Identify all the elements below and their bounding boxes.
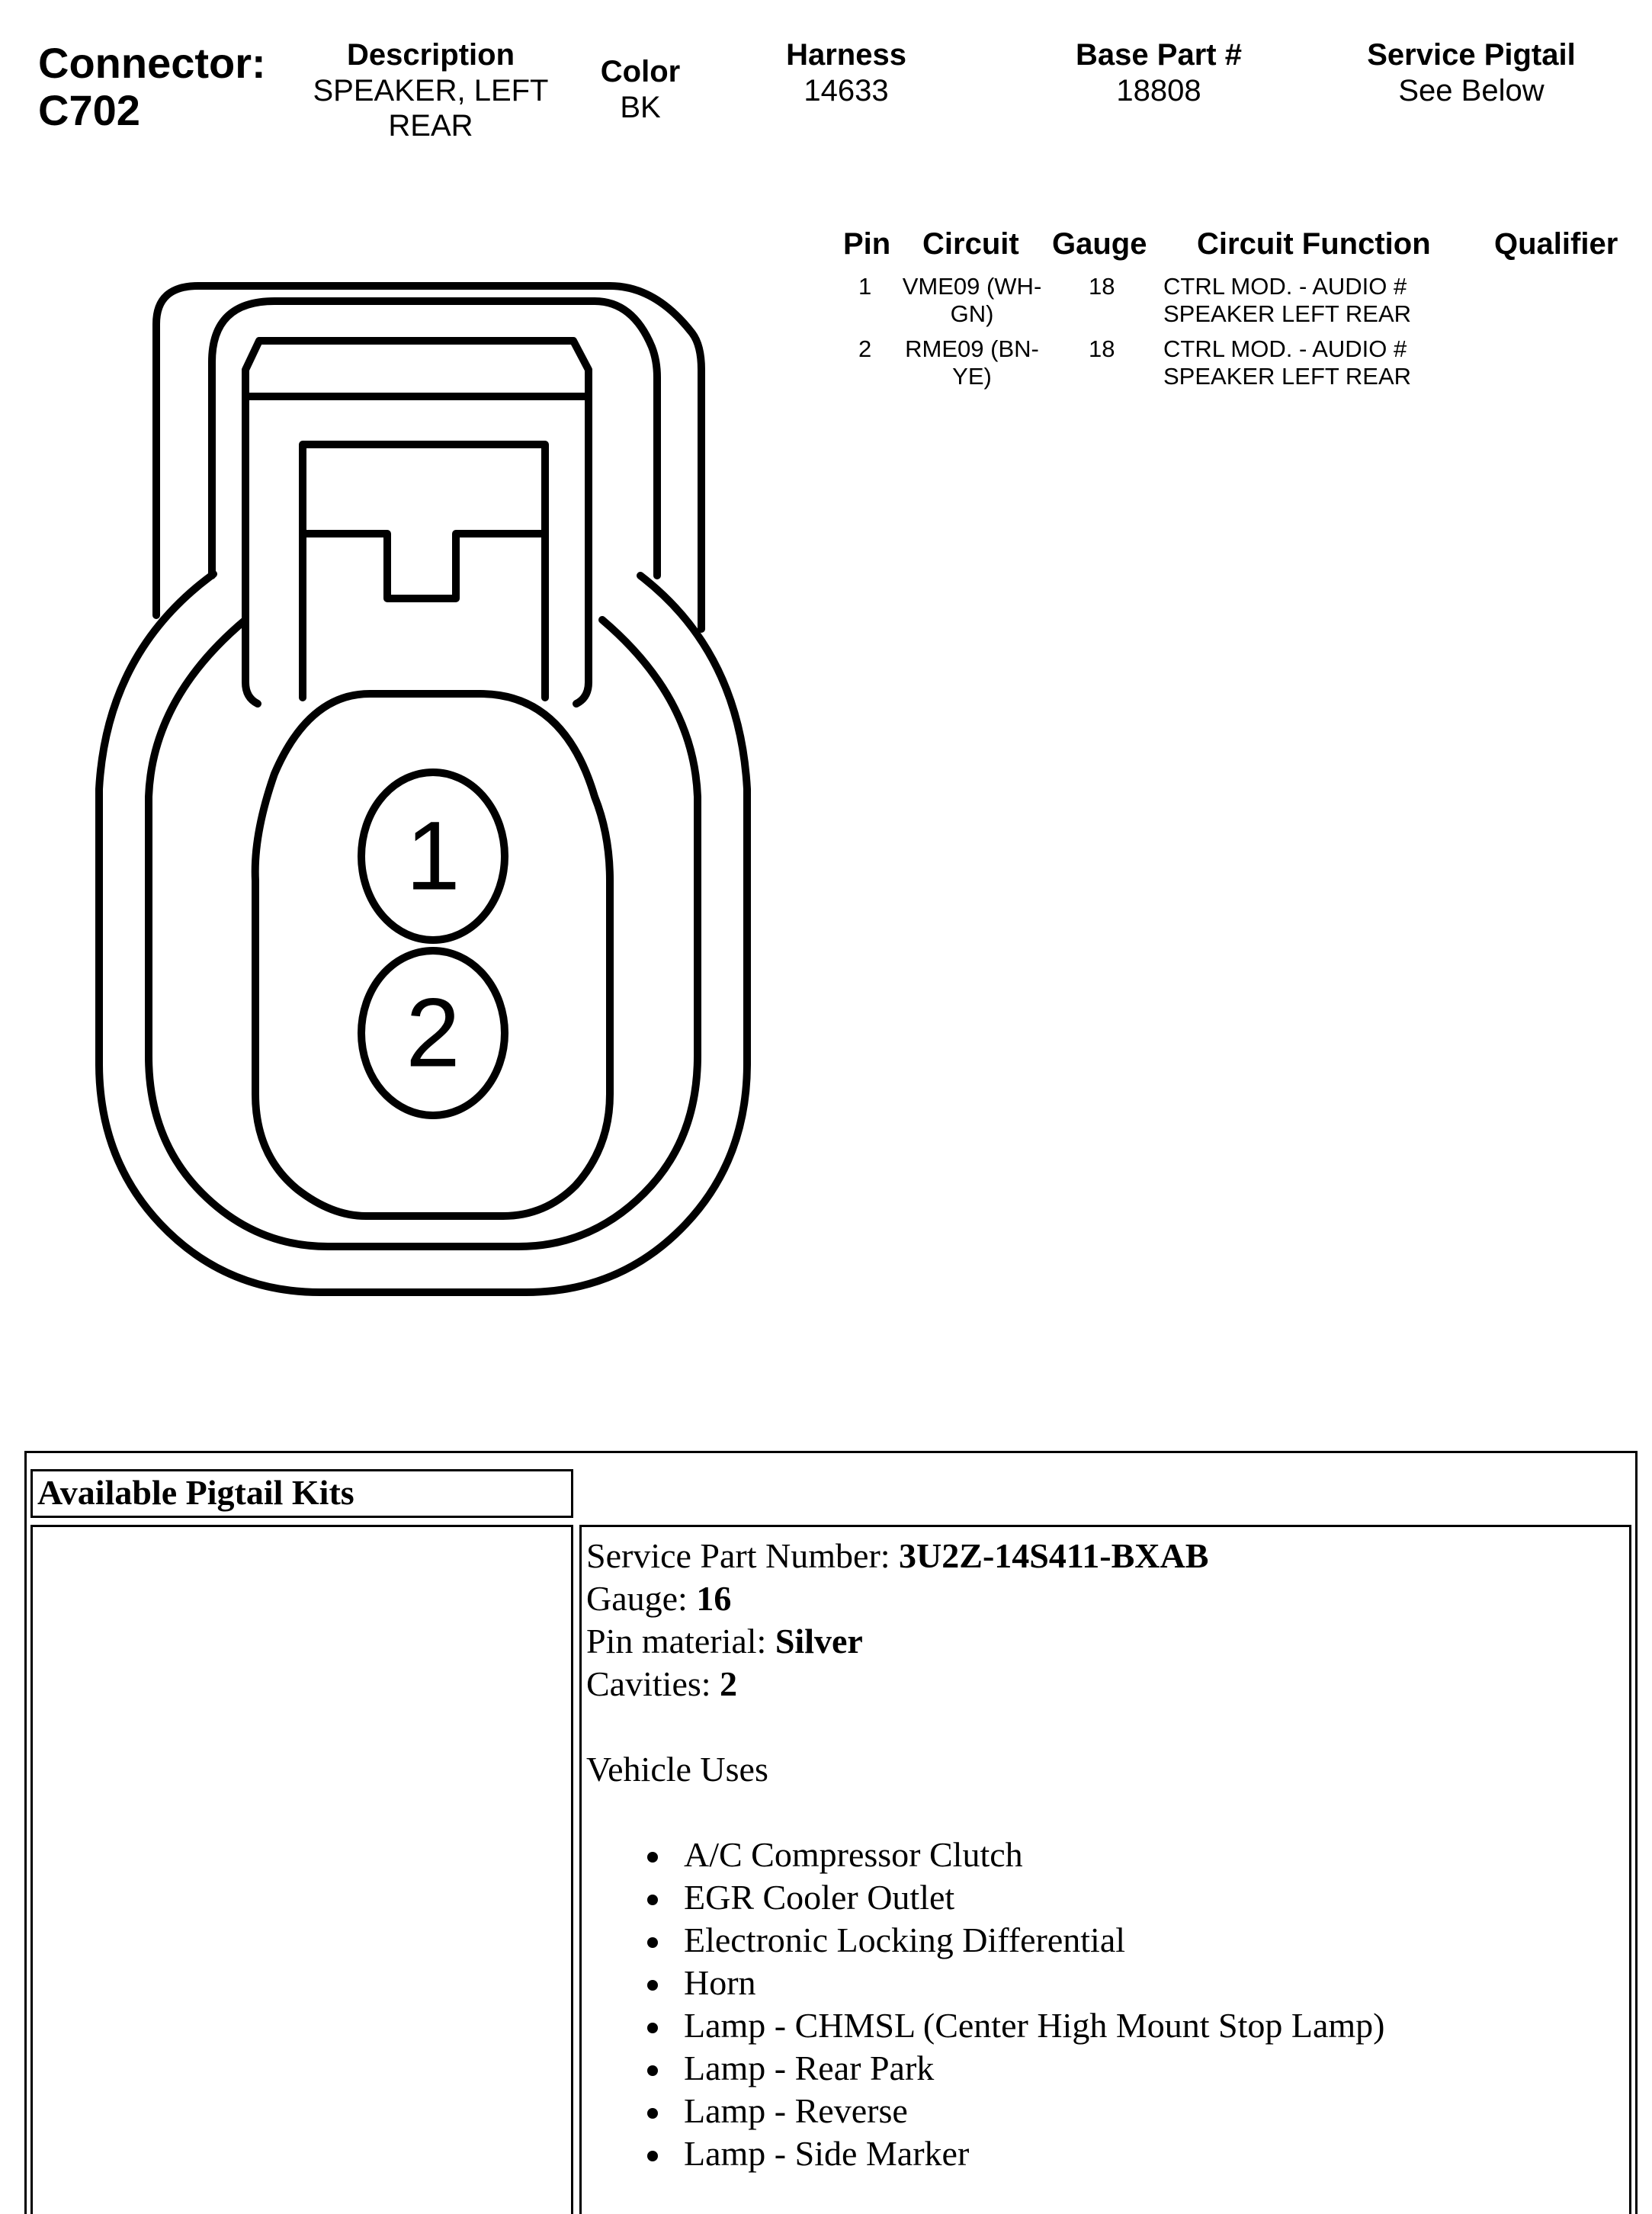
pin-row-1-pin: 1	[858, 273, 872, 300]
pin-header-pin: Pin	[843, 227, 891, 261]
description-value-line1: SPEAKER, LEFT	[313, 74, 549, 107]
pin-row-1-function-line1: CTRL MOD. - AUDIO #	[1163, 273, 1407, 300]
pin-row-1-circuit-line1: VME09 (WH-	[902, 273, 1042, 300]
pin-row-1-gauge: 18	[1089, 273, 1115, 300]
harness-column	[732, 37, 961, 108]
service-pigtail-column	[1342, 37, 1601, 108]
service-part-line	[586, 1535, 1629, 1577]
pin-row-1-function-line2: SPEAKER LEFT REAR	[1163, 300, 1412, 327]
pin-header-circuit-function: Circuit Function	[1197, 227, 1431, 261]
description-value-line2: REAR	[388, 109, 473, 143]
vehicle-uses-list	[586, 1834, 1629, 2175]
connector-id: C702	[38, 86, 140, 134]
color-column	[579, 53, 701, 125]
pin-row-2-circuit-line1: RME09 (BN-	[905, 335, 1039, 362]
pin-2-label: 2	[406, 978, 460, 1088]
pin-material-label: Pin material:	[586, 1622, 775, 1660]
color-value: BK	[620, 91, 661, 124]
connector-latch-window	[303, 444, 545, 698]
pin-row-1-circuit-line2: GN)	[950, 300, 994, 327]
connector-title	[38, 40, 266, 134]
service-pigtail-value: See Below	[1398, 74, 1545, 107]
pin-header-circuit: Circuit	[922, 227, 1019, 261]
vehicle-use-item: EGR Cooler Outlet	[647, 1876, 1629, 1919]
pin-header-gauge: Gauge	[1052, 227, 1147, 261]
service-part-label: Service Part Number:	[586, 1536, 900, 1575]
vehicle-use-item: Lamp - CHMSL (Center High Mount Stop Lamp)	[647, 2004, 1629, 2047]
pin-row-2-gauge: 18	[1089, 335, 1115, 362]
vehicle-use-item: Electronic Locking Differential	[647, 1919, 1629, 1962]
pin-row-2-pin: 2	[858, 335, 872, 362]
cavities-line	[586, 1663, 1629, 1705]
pin-row-2-circuit	[884, 335, 1060, 390]
base-part-value: 18808	[1116, 74, 1201, 107]
pin-material-line	[586, 1620, 1629, 1663]
connector-label: Connector:	[38, 39, 266, 87]
gauge-line	[586, 1577, 1629, 1620]
vehicle-uses-heading: Vehicle Uses	[586, 1750, 768, 1789]
vehicle-use-item: Lamp - Rear Park	[647, 2047, 1629, 2090]
service-part-value: 3U2Z-14S411-BXAB	[899, 1536, 1209, 1575]
cavities-label: Cavities:	[586, 1664, 720, 1703]
pin-row-2-function	[1163, 335, 1411, 390]
pin-row-2-circuit-line2: YE)	[952, 363, 992, 390]
vehicle-use-item: A/C Compressor Clutch	[647, 1834, 1629, 1876]
pin-row-1-function	[1163, 273, 1411, 328]
pigtail-heading-cell	[30, 1469, 573, 1518]
service-pigtail-heading: Service Pigtail	[1367, 38, 1576, 72]
connector-latch-notch	[303, 534, 545, 598]
pigtail-details	[582, 1527, 1629, 2175]
pin-1-label: 1	[406, 801, 460, 911]
gauge-value: 16	[696, 1579, 732, 1618]
pin-row-2-function-line2: SPEAKER LEFT REAR	[1163, 363, 1412, 390]
pin-row-2-function-line1: CTRL MOD. - AUDIO #	[1163, 335, 1407, 362]
description-heading: Description	[346, 38, 515, 72]
pin-row-1-circuit	[884, 273, 1060, 328]
connector-face-diagram	[76, 271, 778, 1399]
gauge-label: Gauge:	[586, 1579, 697, 1618]
cavities-value: 2	[720, 1664, 738, 1703]
pigtail-image-cell	[30, 1525, 573, 2214]
pin-header-qualifier: Qualifier	[1494, 227, 1618, 261]
base-part-heading: Base Part #	[1076, 38, 1242, 72]
harness-value: 14633	[804, 74, 889, 107]
pigtail-details-cell	[579, 1525, 1631, 2214]
vehicle-use-item: Lamp - Reverse	[647, 2090, 1629, 2132]
color-heading: Color	[600, 55, 681, 88]
base-part-column	[1044, 37, 1273, 108]
description-column	[290, 37, 572, 143]
connector-body-inner	[149, 620, 698, 1247]
harness-heading: Harness	[786, 38, 906, 72]
vehicle-use-item: Lamp - Side Marker	[647, 2132, 1629, 2175]
pigtail-heading: Available Pigtail Kits	[37, 1473, 354, 1512]
vehicle-use-item: Horn	[647, 1962, 1629, 2004]
pin-material-value: Silver	[775, 1622, 863, 1660]
